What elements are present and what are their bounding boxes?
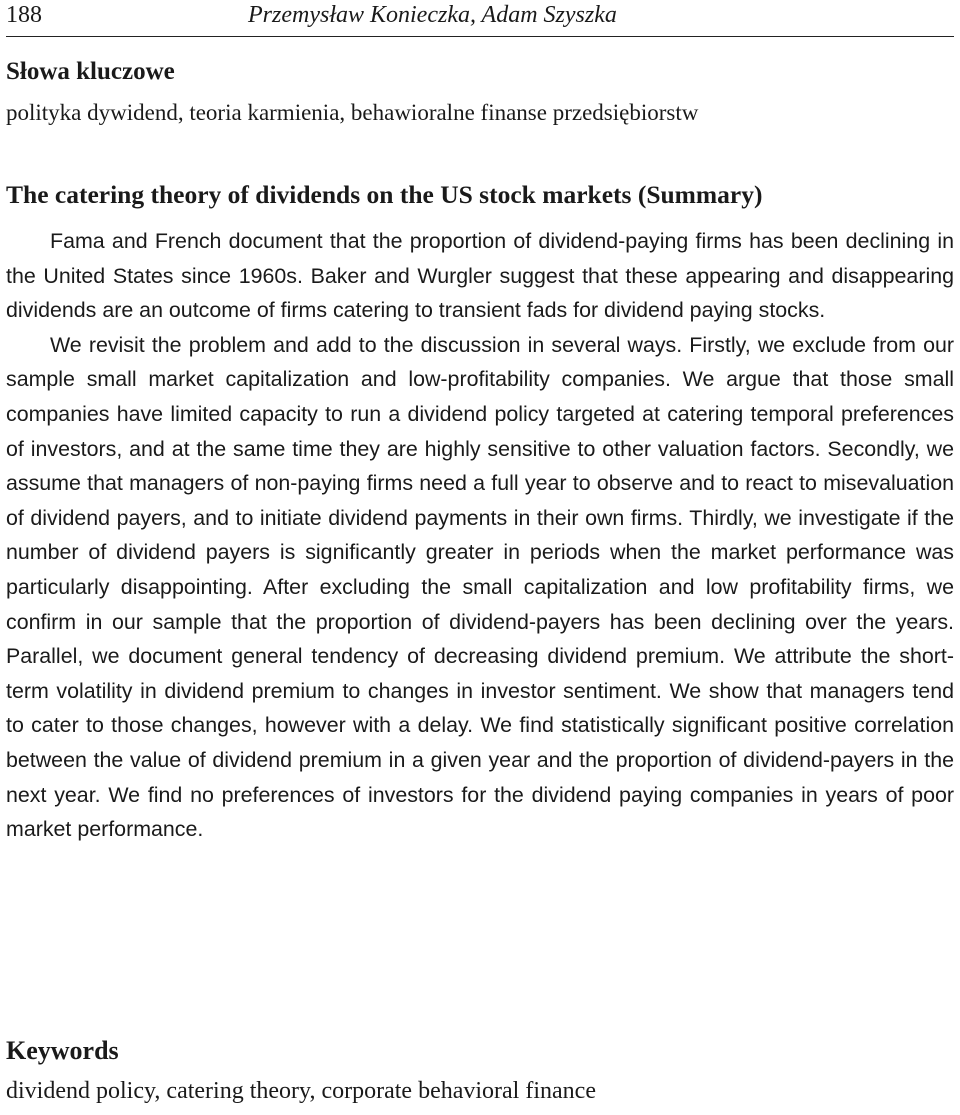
keywords-pl-text: polityka dywidend, teoria karmienia, behawioralne finanse przedsiębiorstw — [6, 100, 699, 125]
keywords-en-text: dividend policy, catering theory, corporate behavioral finance — [6, 1078, 596, 1104]
page-number: 188 — [6, 2, 42, 28]
running-header — [6, 0, 954, 37]
keywords-pl-heading: Słowa kluczowe — [6, 58, 175, 85]
keywords-en-heading: Keywords — [6, 1036, 119, 1065]
summary-body — [6, 224, 954, 847]
document-page — [6, 0, 954, 1104]
running-title: Przemysław Konieczka, Adam Szyszka — [248, 2, 617, 28]
summary-title: The catering theory of dividends on the US stock markets (Summary) — [6, 180, 763, 209]
summary-paragraph-2: We revisit the problem and add to the discussion in several ways. Firstly, we exclude from our sample small market capitalization and low-profitability companies. We argue that those small companies have limited capacity to run a dividend policy targeted at catering temporal preferences of investors, and at the same time they are highly sensitive to other valuation factors. Secondly, we assume that managers of non-paying firms need a full year to observe and to react to misevaluation of dividend payers, and to initiate dividend payments in their own firms. Thirdly, we investigate if the number of dividend payers is significantly greater in periods when the market performance was particularly disappointing. After excluding the small capitalization and low profitability firms, we confirm in our sample that the proportion of dividend-payers has been declining over the years. Parallel, we document general tendency of decreasing dividend premium. We attribute the short-term volatility in dividend premium to changes in investor sentiment. We show that managers tend to cater to those changes, however with a delay. We find statistically significant positive correlation between the value of dividend premium in a given year and the proportion of dividend-payers in the next year. We find no preferences of investors for the dividend paying companies in years of poor market performance. — [6, 332, 954, 842]
summary-paragraph-1: Fama and French document that the proportion of dividend-paying firms has been declining in the United States since 1960s. Baker and Wurgler suggest that these appearing and disappearing dividends are an outcome of firms catering to transient fads for dividend paying stocks. — [6, 229, 954, 323]
